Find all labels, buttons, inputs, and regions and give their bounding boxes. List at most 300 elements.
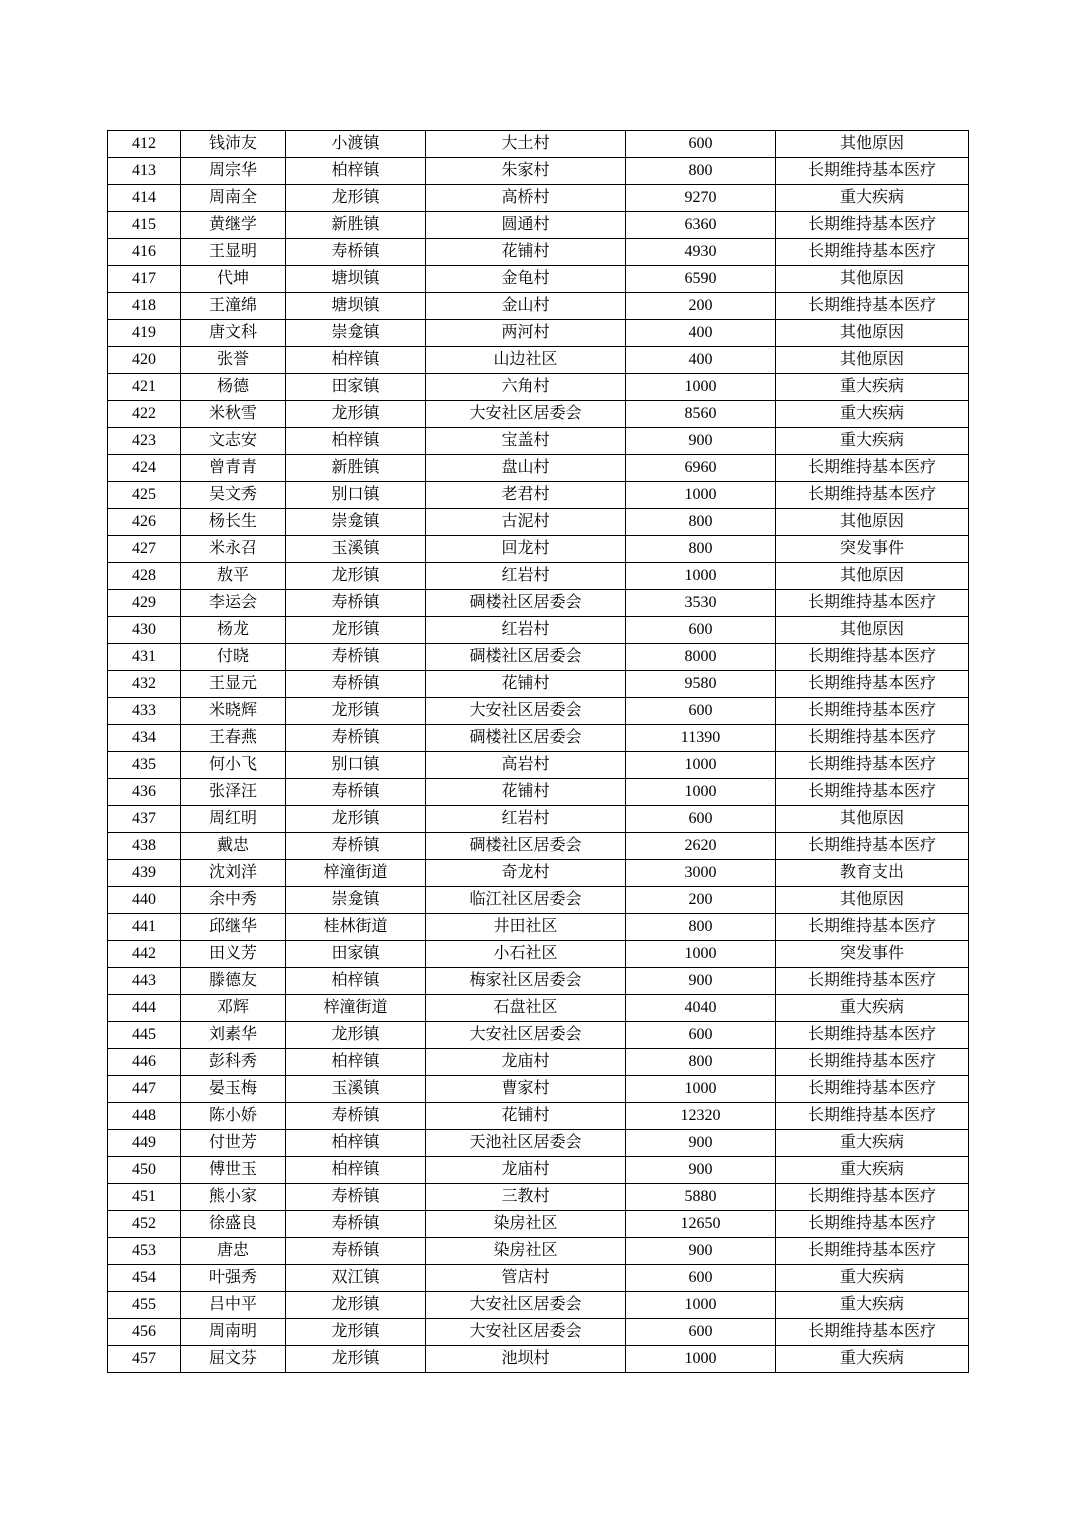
cell-amount: 3530 [626,590,776,617]
cell-person-name: 王春燕 [181,725,286,752]
cell-serial-number: 456 [108,1319,181,1346]
cell-reason: 其他原因 [776,617,969,644]
cell-reason: 重大疾病 [776,374,969,401]
table-row [108,1211,969,1238]
cell-village: 红岩村 [426,806,626,833]
cell-reason: 重大疾病 [776,1157,969,1184]
cell-village: 龙庙村 [426,1049,626,1076]
cell-village: 山边社区 [426,347,626,374]
cell-serial-number: 431 [108,644,181,671]
cell-town: 玉溪镇 [286,536,426,563]
cell-town: 龙形镇 [286,1346,426,1373]
cell-town: 新胜镇 [286,212,426,239]
cell-village: 天池社区居委会 [426,1130,626,1157]
cell-person-name: 代坤 [181,266,286,293]
cell-town: 崇龛镇 [286,320,426,347]
cell-village: 曹家村 [426,1076,626,1103]
cell-reason: 长期维持基本医疗 [776,725,969,752]
cell-reason: 长期维持基本医疗 [776,1076,969,1103]
cell-reason: 长期维持基本医疗 [776,833,969,860]
cell-amount: 900 [626,1157,776,1184]
cell-amount: 800 [626,914,776,941]
cell-reason: 突发事件 [776,536,969,563]
cell-amount: 400 [626,347,776,374]
cell-person-name: 唐忠 [181,1238,286,1265]
cell-town: 寿桥镇 [286,779,426,806]
cell-amount: 9580 [626,671,776,698]
cell-person-name: 杨长生 [181,509,286,536]
cell-person-name: 戴忠 [181,833,286,860]
cell-serial-number: 447 [108,1076,181,1103]
table-row [108,1049,969,1076]
cell-reason: 长期维持基本医疗 [776,1103,969,1130]
cell-village: 高桥村 [426,185,626,212]
cell-reason: 重大疾病 [776,1346,969,1373]
cell-town: 龙形镇 [286,1319,426,1346]
cell-village: 金山村 [426,293,626,320]
table-row [108,671,969,698]
cell-serial-number: 442 [108,941,181,968]
cell-amount: 900 [626,968,776,995]
cell-town: 龙形镇 [286,698,426,725]
cell-reason: 长期维持基本医疗 [776,158,969,185]
cell-village: 两河村 [426,320,626,347]
cell-serial-number: 445 [108,1022,181,1049]
cell-person-name: 周红明 [181,806,286,833]
cell-amount: 1000 [626,779,776,806]
cell-serial-number: 413 [108,158,181,185]
cell-village: 花铺村 [426,671,626,698]
table-row [108,887,969,914]
table-row [108,509,969,536]
cell-reason: 其他原因 [776,266,969,293]
assistance-records-table [107,130,969,1373]
cell-reason: 长期维持基本医疗 [776,239,969,266]
cell-serial-number: 439 [108,860,181,887]
cell-amount: 900 [626,428,776,455]
cell-serial-number: 427 [108,536,181,563]
cell-person-name: 米晓辉 [181,698,286,725]
table-row [108,374,969,401]
table-row [108,1292,969,1319]
table-row [108,752,969,779]
cell-reason: 长期维持基本医疗 [776,698,969,725]
cell-reason: 长期维持基本医疗 [776,212,969,239]
cell-town: 柏梓镇 [286,968,426,995]
cell-amount: 1000 [626,1346,776,1373]
cell-amount: 800 [626,509,776,536]
records-table-body [108,131,969,1373]
cell-serial-number: 415 [108,212,181,239]
cell-person-name: 王显明 [181,239,286,266]
cell-village: 朱家村 [426,158,626,185]
cell-amount: 900 [626,1130,776,1157]
cell-amount: 600 [626,1265,776,1292]
cell-amount: 1000 [626,752,776,779]
cell-reason: 长期维持基本医疗 [776,293,969,320]
cell-reason: 长期维持基本医疗 [776,1211,969,1238]
cell-town: 龙形镇 [286,1292,426,1319]
table-row [108,941,969,968]
cell-reason: 重大疾病 [776,1130,969,1157]
table-row [108,158,969,185]
cell-amount: 2620 [626,833,776,860]
cell-amount: 11390 [626,725,776,752]
cell-person-name: 周宗华 [181,158,286,185]
cell-serial-number: 423 [108,428,181,455]
cell-village: 小石社区 [426,941,626,968]
cell-person-name: 邓辉 [181,995,286,1022]
cell-serial-number: 450 [108,1157,181,1184]
cell-person-name: 吕中平 [181,1292,286,1319]
cell-amount: 600 [626,698,776,725]
cell-town: 双江镇 [286,1265,426,1292]
cell-town: 柏梓镇 [286,347,426,374]
table-row [108,779,969,806]
table-row [108,725,969,752]
cell-village: 大安社区居委会 [426,1292,626,1319]
cell-person-name: 熊小家 [181,1184,286,1211]
cell-person-name: 沈刘洋 [181,860,286,887]
cell-village: 六角村 [426,374,626,401]
cell-town: 梓潼街道 [286,860,426,887]
cell-village: 红岩村 [426,563,626,590]
cell-village: 石盘社区 [426,995,626,1022]
cell-town: 塘坝镇 [286,293,426,320]
cell-amount: 8000 [626,644,776,671]
cell-town: 新胜镇 [286,455,426,482]
cell-village: 龙庙村 [426,1157,626,1184]
cell-person-name: 陈小娇 [181,1103,286,1130]
cell-town: 寿桥镇 [286,1211,426,1238]
cell-serial-number: 437 [108,806,181,833]
table-row [108,1103,969,1130]
cell-serial-number: 436 [108,779,181,806]
cell-serial-number: 414 [108,185,181,212]
cell-amount: 1000 [626,482,776,509]
cell-serial-number: 444 [108,995,181,1022]
cell-reason: 长期维持基本医疗 [776,644,969,671]
cell-amount: 3000 [626,860,776,887]
cell-serial-number: 425 [108,482,181,509]
cell-amount: 200 [626,293,776,320]
cell-reason: 重大疾病 [776,401,969,428]
cell-serial-number: 434 [108,725,181,752]
cell-amount: 800 [626,536,776,563]
table-row [108,347,969,374]
table-row [108,563,969,590]
cell-town: 梓潼街道 [286,995,426,1022]
cell-reason: 长期维持基本医疗 [776,1049,969,1076]
cell-serial-number: 438 [108,833,181,860]
cell-serial-number: 446 [108,1049,181,1076]
cell-serial-number: 457 [108,1346,181,1373]
cell-village: 管店村 [426,1265,626,1292]
cell-amount: 600 [626,1319,776,1346]
cell-town: 寿桥镇 [286,1103,426,1130]
cell-reason: 突发事件 [776,941,969,968]
cell-amount: 6590 [626,266,776,293]
cell-serial-number: 440 [108,887,181,914]
cell-town: 寿桥镇 [286,671,426,698]
cell-amount: 800 [626,1049,776,1076]
table-row [108,320,969,347]
cell-village: 碉楼社区居委会 [426,644,626,671]
cell-person-name: 屈文芬 [181,1346,286,1373]
cell-amount: 600 [626,617,776,644]
cell-amount: 4930 [626,239,776,266]
cell-reason: 长期维持基本医疗 [776,1238,969,1265]
cell-reason: 长期维持基本医疗 [776,671,969,698]
cell-serial-number: 453 [108,1238,181,1265]
cell-town: 寿桥镇 [286,725,426,752]
cell-serial-number: 419 [108,320,181,347]
cell-town: 寿桥镇 [286,1238,426,1265]
cell-town: 寿桥镇 [286,644,426,671]
cell-serial-number: 435 [108,752,181,779]
table-row [108,1184,969,1211]
cell-amount: 600 [626,1022,776,1049]
cell-village: 大安社区居委会 [426,1022,626,1049]
cell-village: 碉楼社区居委会 [426,833,626,860]
cell-amount: 6960 [626,455,776,482]
cell-serial-number: 422 [108,401,181,428]
cell-serial-number: 455 [108,1292,181,1319]
table-row [108,428,969,455]
cell-person-name: 余中秀 [181,887,286,914]
cell-town: 桂林街道 [286,914,426,941]
cell-serial-number: 429 [108,590,181,617]
cell-person-name: 周南全 [181,185,286,212]
cell-serial-number: 451 [108,1184,181,1211]
cell-person-name: 付晓 [181,644,286,671]
cell-serial-number: 430 [108,617,181,644]
cell-reason: 重大疾病 [776,995,969,1022]
cell-village: 梅家社区居委会 [426,968,626,995]
table-row [108,1157,969,1184]
cell-town: 寿桥镇 [286,239,426,266]
cell-town: 柏梓镇 [286,1049,426,1076]
cell-amount: 200 [626,887,776,914]
cell-amount: 800 [626,158,776,185]
cell-reason: 其他原因 [776,563,969,590]
cell-person-name: 唐文科 [181,320,286,347]
cell-reason: 长期维持基本医疗 [776,914,969,941]
cell-person-name: 张誉 [181,347,286,374]
cell-person-name: 晏玉梅 [181,1076,286,1103]
table-row [108,968,969,995]
cell-village: 三教村 [426,1184,626,1211]
cell-town: 别口镇 [286,482,426,509]
cell-amount: 600 [626,806,776,833]
cell-amount: 400 [626,320,776,347]
cell-village: 回龙村 [426,536,626,563]
cell-person-name: 李运会 [181,590,286,617]
cell-village: 花铺村 [426,779,626,806]
cell-village: 染房社区 [426,1211,626,1238]
table-row [108,212,969,239]
cell-person-name: 敖平 [181,563,286,590]
table-row [108,806,969,833]
cell-town: 小渡镇 [286,131,426,158]
cell-amount: 600 [626,131,776,158]
cell-village: 金龟村 [426,266,626,293]
cell-village: 大土村 [426,131,626,158]
table-row [108,455,969,482]
cell-reason: 长期维持基本医疗 [776,1184,969,1211]
table-row [108,617,969,644]
cell-reason: 长期维持基本医疗 [776,1022,969,1049]
cell-amount: 8560 [626,401,776,428]
cell-person-name: 王潼绵 [181,293,286,320]
cell-reason: 长期维持基本医疗 [776,590,969,617]
cell-serial-number: 443 [108,968,181,995]
cell-amount: 12650 [626,1211,776,1238]
cell-village: 大安社区居委会 [426,401,626,428]
cell-serial-number: 452 [108,1211,181,1238]
cell-amount: 1000 [626,374,776,401]
cell-person-name: 文志安 [181,428,286,455]
cell-serial-number: 433 [108,698,181,725]
cell-village: 碉楼社区居委会 [426,590,626,617]
table-row [108,860,969,887]
cell-serial-number: 416 [108,239,181,266]
cell-reason: 教育支出 [776,860,969,887]
cell-reason: 重大疾病 [776,1292,969,1319]
table-row [108,1319,969,1346]
cell-serial-number: 449 [108,1130,181,1157]
cell-reason: 其他原因 [776,131,969,158]
table-row [108,1265,969,1292]
cell-reason: 长期维持基本医疗 [776,752,969,779]
cell-serial-number: 420 [108,347,181,374]
table-row [108,1022,969,1049]
cell-town: 别口镇 [286,752,426,779]
cell-town: 崇龛镇 [286,887,426,914]
cell-person-name: 傅世玉 [181,1157,286,1184]
cell-town: 田家镇 [286,941,426,968]
cell-serial-number: 417 [108,266,181,293]
cell-amount: 1000 [626,1292,776,1319]
cell-person-name: 米秋雪 [181,401,286,428]
cell-reason: 重大疾病 [776,428,969,455]
cell-town: 塘坝镇 [286,266,426,293]
cell-village: 老君村 [426,482,626,509]
cell-person-name: 周南明 [181,1319,286,1346]
cell-reason: 长期维持基本医疗 [776,1319,969,1346]
table-row [108,185,969,212]
cell-reason: 长期维持基本医疗 [776,455,969,482]
cell-reason: 其他原因 [776,806,969,833]
cell-amount: 4040 [626,995,776,1022]
cell-town: 柏梓镇 [286,158,426,185]
table-row [108,914,969,941]
cell-person-name: 邱继华 [181,914,286,941]
cell-person-name: 刘素华 [181,1022,286,1049]
table-row [108,131,969,158]
cell-person-name: 徐盛良 [181,1211,286,1238]
cell-reason: 其他原因 [776,887,969,914]
cell-town: 田家镇 [286,374,426,401]
cell-town: 寿桥镇 [286,590,426,617]
cell-village: 圆通村 [426,212,626,239]
cell-village: 临江社区居委会 [426,887,626,914]
cell-person-name: 田义芳 [181,941,286,968]
table-row [108,1130,969,1157]
table-row [108,644,969,671]
cell-village: 盘山村 [426,455,626,482]
cell-reason: 重大疾病 [776,185,969,212]
table-row [108,239,969,266]
cell-town: 崇龛镇 [286,509,426,536]
cell-town: 柏梓镇 [286,1130,426,1157]
cell-serial-number: 418 [108,293,181,320]
cell-person-name: 王显元 [181,671,286,698]
cell-reason: 其他原因 [776,347,969,374]
cell-amount: 900 [626,1238,776,1265]
cell-amount: 1000 [626,941,776,968]
table-row [108,482,969,509]
cell-amount: 9270 [626,185,776,212]
cell-village: 染房社区 [426,1238,626,1265]
cell-reason: 长期维持基本医疗 [776,968,969,995]
table-row [108,995,969,1022]
cell-person-name: 杨德 [181,374,286,401]
cell-person-name: 叶强秀 [181,1265,286,1292]
cell-reason: 长期维持基本医疗 [776,779,969,806]
cell-town: 龙形镇 [286,185,426,212]
cell-amount: 1000 [626,1076,776,1103]
cell-reason: 重大疾病 [776,1265,969,1292]
cell-amount: 6360 [626,212,776,239]
cell-person-name: 何小飞 [181,752,286,779]
cell-village: 碉楼社区居委会 [426,725,626,752]
cell-village: 奇龙村 [426,860,626,887]
cell-person-name: 滕德友 [181,968,286,995]
table-row [108,698,969,725]
cell-village: 红岩村 [426,617,626,644]
cell-town: 龙形镇 [286,563,426,590]
cell-serial-number: 428 [108,563,181,590]
cell-town: 龙形镇 [286,401,426,428]
cell-serial-number: 421 [108,374,181,401]
table-row [108,401,969,428]
table-row [108,590,969,617]
cell-amount: 1000 [626,563,776,590]
cell-village: 大安社区居委会 [426,698,626,725]
cell-serial-number: 424 [108,455,181,482]
cell-person-name: 米永召 [181,536,286,563]
cell-town: 龙形镇 [286,806,426,833]
cell-person-name: 曾青青 [181,455,286,482]
cell-reason: 其他原因 [776,509,969,536]
table-row [108,1076,969,1103]
table-row [108,293,969,320]
cell-reason: 长期维持基本医疗 [776,482,969,509]
cell-serial-number: 454 [108,1265,181,1292]
cell-person-name: 钱沛友 [181,131,286,158]
cell-person-name: 杨龙 [181,617,286,644]
cell-town: 龙形镇 [286,1022,426,1049]
table-row [108,536,969,563]
cell-town: 柏梓镇 [286,428,426,455]
cell-reason: 其他原因 [776,320,969,347]
cell-village: 花铺村 [426,239,626,266]
cell-person-name: 张泽汪 [181,779,286,806]
cell-town: 玉溪镇 [286,1076,426,1103]
cell-town: 寿桥镇 [286,833,426,860]
cell-person-name: 彭科秀 [181,1049,286,1076]
